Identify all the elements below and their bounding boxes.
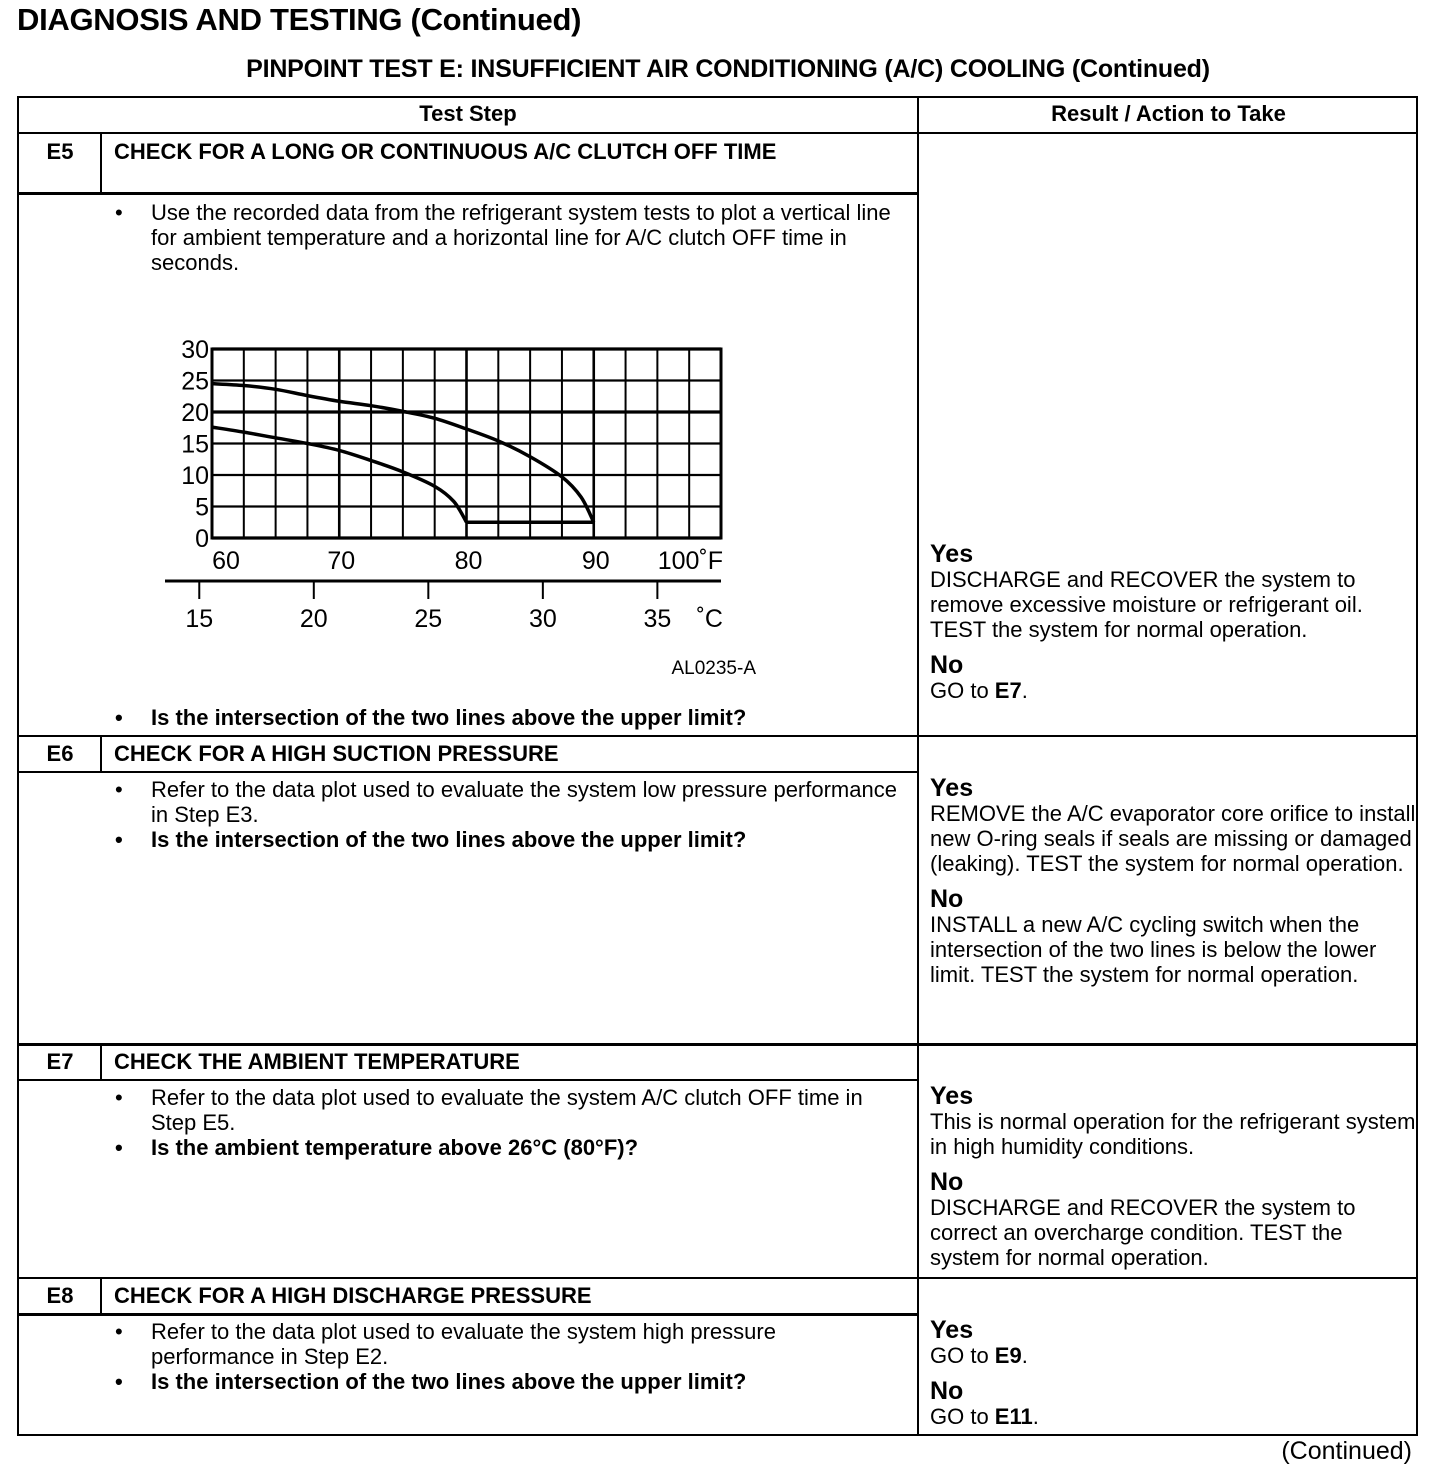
instruction-item: • Refer to the data plot used to evaluate the system high pressure performance in Step E2. bbox=[115, 1319, 776, 1369]
bullet-icon: • bbox=[115, 1369, 123, 1394]
bullet-icon: • bbox=[115, 1319, 123, 1344]
step-instructions bbox=[115, 1319, 905, 1394]
step-title: CHECK FOR A HIGH DISCHARGE PRESSURE bbox=[114, 1283, 592, 1308]
yes-label: Yes bbox=[930, 540, 974, 568]
celsius-tick-label: 20 bbox=[299, 605, 328, 633]
x-tick-label: 70 bbox=[327, 547, 356, 575]
step-question bbox=[115, 705, 905, 730]
no-action: GO to E11. bbox=[930, 1404, 1039, 1429]
yes-label: Yes bbox=[930, 1082, 974, 1110]
y-tick-label: 20 bbox=[181, 399, 209, 427]
step-title-divider bbox=[19, 1313, 917, 1316]
no-action: INSTALL a new A/C cycling switch when the intersection of the two lines is below the lower limit. TEST the system for normal operation. bbox=[930, 912, 1377, 987]
step-result bbox=[930, 775, 1418, 987]
step-link[interactable]: E11 bbox=[994, 1404, 1033, 1429]
y-tick-label: 30 bbox=[181, 336, 209, 364]
step-instructions bbox=[115, 1085, 905, 1160]
step-result bbox=[930, 541, 1418, 703]
bullet-icon: • bbox=[115, 1135, 123, 1160]
no-label: No bbox=[930, 885, 964, 913]
y-tick-label: 5 bbox=[195, 493, 209, 522]
section-title: PINPOINT TEST E: INSUFFICIENT AIR CONDITIONING (A/C) COOLING (Continued) bbox=[246, 55, 1210, 83]
y-tick-label: 15 bbox=[181, 430, 209, 459]
no-label: No bbox=[930, 1168, 964, 1196]
x-tick-label: 80 bbox=[454, 547, 483, 575]
instruction-item: • Refer to the data plot used to evaluate the system A/C clutch OFF time in Step E5. bbox=[115, 1085, 863, 1135]
step-title: CHECK THE AMBIENT TEMPERATURE bbox=[114, 1049, 520, 1074]
step-id-divider bbox=[100, 737, 102, 772]
step-title-divider bbox=[19, 771, 917, 773]
instruction-item: • Use the recorded data from the refrigerant system tests to plot a vertical line for ambient temperature and a horizontal line for A/C clutch OFF time in seconds. bbox=[115, 200, 891, 275]
row-divider bbox=[19, 1043, 1416, 1046]
yes-action: GO to E9. bbox=[930, 1343, 1028, 1368]
celsius-unit-label: ˚C bbox=[696, 605, 723, 633]
bullet-icon: • bbox=[115, 705, 123, 730]
x-tick-label: 90 bbox=[581, 547, 610, 575]
step-title: CHECK FOR A LONG OR CONTINUOUS A/C CLUTCH OFF TIME bbox=[114, 139, 777, 164]
row-divider bbox=[19, 1277, 1416, 1279]
no-action: GO to E7. bbox=[930, 678, 1028, 703]
step-result bbox=[930, 1083, 1418, 1270]
yes-action: This is normal operation for the refrigerant system in high humidity conditions. bbox=[930, 1109, 1416, 1159]
y-tick-label: 0 bbox=[195, 525, 209, 553]
step-link[interactable]: E9 bbox=[994, 1343, 1022, 1368]
no-label: No bbox=[930, 1377, 964, 1405]
continued-footer: (Continued) bbox=[1281, 1437, 1412, 1465]
question-item: • Is the intersection of the two lines above the upper limit? bbox=[115, 1369, 747, 1394]
yes-action: REMOVE the A/C evaporator core orifice to install new O-ring seals if seals are missing or damaged (leaking). TEST the system for normal operation. bbox=[930, 801, 1416, 876]
celsius-tick-label: 15 bbox=[185, 605, 214, 633]
y-tick-label: 10 bbox=[181, 462, 209, 490]
yes-action: DISCHARGE and RECOVER the system to remove excessive moisture or refrigerant oil. TEST the system for normal operation. bbox=[930, 567, 1363, 642]
x-tick-label: 60 bbox=[212, 547, 240, 575]
x-tick-label: 100˚F bbox=[657, 547, 723, 575]
bullet-icon: • bbox=[115, 1085, 123, 1110]
celsius-tick-label: 35 bbox=[643, 605, 672, 633]
celsius-tick-label: 25 bbox=[414, 605, 443, 633]
yes-label: Yes bbox=[930, 1316, 974, 1344]
header-test-step: Test Step bbox=[419, 101, 517, 126]
yes-label: Yes bbox=[930, 774, 974, 802]
bullet-icon: • bbox=[115, 200, 123, 225]
question-item: • Is the intersection of the two lines above the upper limit? bbox=[115, 827, 747, 852]
no-label: No bbox=[930, 651, 964, 679]
header-result: Result / Action to Take bbox=[1051, 101, 1286, 126]
instruction-item: • Refer to the data plot used to evaluate the system low pressure performance in Step E3. bbox=[115, 777, 897, 827]
step-result bbox=[930, 1317, 1418, 1429]
celsius-tick-label: 30 bbox=[528, 605, 557, 633]
question-item: • Is the intersection of the two lines above the upper limit? bbox=[115, 705, 747, 730]
step-id: E6 bbox=[46, 741, 74, 766]
column-divider bbox=[917, 98, 919, 1434]
bullet-icon: • bbox=[115, 827, 123, 852]
step-title-divider bbox=[19, 1079, 917, 1081]
no-action: DISCHARGE and RECOVER the system to correct an overcharge condition. TEST the system for normal operation. bbox=[930, 1195, 1356, 1270]
step-id-divider bbox=[100, 1046, 102, 1081]
step-id: E5 bbox=[46, 139, 74, 164]
step-link[interactable]: E7 bbox=[994, 678, 1022, 703]
question-item: • Is the ambient temperature above 26°C (80°F)? bbox=[115, 1135, 639, 1160]
row-divider bbox=[19, 735, 1416, 737]
clutch-off-time-chart bbox=[19, 98, 917, 698]
figure-id: AL0235-A bbox=[671, 658, 756, 679]
step-title: CHECK FOR A HIGH SUCTION PRESSURE bbox=[114, 741, 559, 766]
step-id: E7 bbox=[46, 1049, 74, 1074]
y-tick-label: 25 bbox=[181, 367, 209, 396]
bullet-icon: • bbox=[115, 777, 123, 802]
page-title: DIAGNOSIS AND TESTING (Continued) bbox=[17, 2, 582, 37]
step-id-divider bbox=[100, 1279, 102, 1314]
step-instructions bbox=[115, 777, 905, 852]
step-id: E8 bbox=[46, 1283, 74, 1308]
pinpoint-test-table bbox=[17, 96, 1418, 1436]
